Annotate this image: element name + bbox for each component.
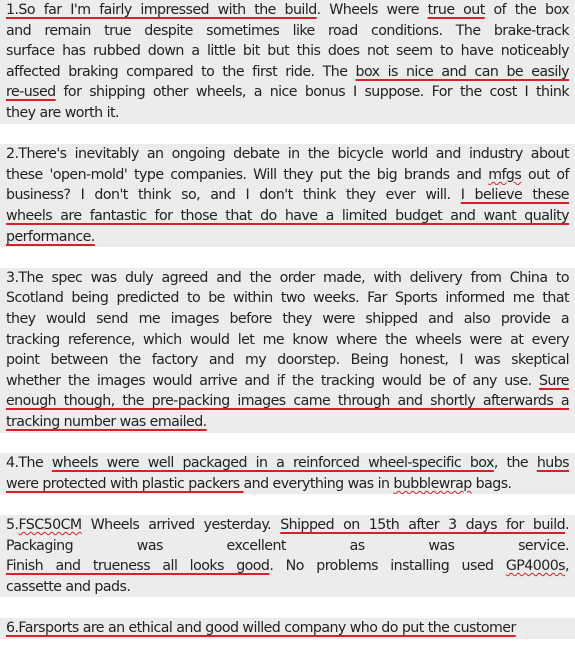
misspelled-word: GP4000s xyxy=(505,558,566,575)
text-span: surface has rubbed down a little bit but this does not seem to have noticeably xyxy=(6,43,569,60)
text-line xyxy=(0,268,575,289)
text-line xyxy=(0,165,575,186)
text-span: Scotland being predicted to be within two weeks. Far Sports informed me that xyxy=(6,290,569,307)
text-span: they are worth it. xyxy=(6,105,119,121)
underlined-text: performance. xyxy=(6,228,95,245)
text-span: whether the images would arrive and if the tracking would be of any use. xyxy=(6,372,539,389)
underlined-text: were protected with plastic packers xyxy=(6,475,244,492)
underlined-text: hubs xyxy=(536,455,569,472)
text-span: and everything was in xyxy=(243,475,394,492)
text-line xyxy=(0,62,575,83)
text-span: 4.The xyxy=(6,455,52,472)
text-span: 3.The spec was duly agreed and the order made, with delivery from China to xyxy=(6,269,569,286)
underlined-text: box is nice and can be easily xyxy=(355,63,569,80)
underlined-text: enough though, the pre-packing images came through and shortly afterwards a xyxy=(6,393,569,410)
text-span: they would send me images before they were shipped and also provide a xyxy=(6,311,569,327)
text-line xyxy=(0,536,575,557)
text-line xyxy=(0,144,575,165)
underlined-text: 6.Farsports are an ethical and good willed company who do put the customer xyxy=(6,620,516,636)
text-line xyxy=(0,618,575,639)
underlined-text: Sure xyxy=(538,372,569,389)
text-line xyxy=(0,515,575,536)
text-line xyxy=(0,577,575,598)
text-line xyxy=(0,330,575,351)
underlined-text: I believe these xyxy=(460,187,569,204)
text-line xyxy=(0,350,575,371)
paragraph-gap xyxy=(0,433,575,454)
underlined-text: tracking number was emailed. xyxy=(6,414,207,430)
text-span: cassette and pads. xyxy=(6,578,131,595)
text-line xyxy=(0,82,575,103)
text-span: affected braking compared to the first ride. The xyxy=(6,63,356,80)
underlined-text: re-used xyxy=(6,84,56,101)
text-line xyxy=(0,371,575,392)
text-line xyxy=(0,21,575,42)
text-line xyxy=(0,288,575,309)
paragraph-gap xyxy=(0,124,575,145)
text-line xyxy=(0,185,575,206)
text-span: , xyxy=(565,558,569,575)
misspelled-word: mfgs xyxy=(488,166,522,183)
underlined-text: 1.So far I'm fairly impressed with the build xyxy=(6,2,317,18)
text-line xyxy=(0,453,575,474)
text-span: out of xyxy=(521,166,569,183)
text-span: for shipping other wheels, a nice bonus I suppose. For the cost I think xyxy=(55,84,569,101)
paragraph-gap xyxy=(0,494,575,515)
paragraph-gap xyxy=(0,597,575,618)
text-span: of the box xyxy=(484,2,570,18)
text-span: these 'open-mold' type companies. Will they put the big brands and xyxy=(6,166,489,183)
text-span: , the xyxy=(493,455,537,472)
underlined-text: wheels were well packaged in a reinforced wheel-specific box xyxy=(51,455,494,472)
misspelled-word: bubblewrap xyxy=(393,475,472,492)
text-line xyxy=(0,0,575,21)
text-span: Wheels arrived yesterday. xyxy=(81,517,281,533)
paragraph-gap xyxy=(0,247,575,268)
misspelled-word: FSC50CM xyxy=(18,517,82,533)
text-span: tracking reference, which would let me know where the wheels were at every xyxy=(6,331,569,348)
text-span: point between the factory and my doorstep. Being honest, I was skeptical xyxy=(6,352,569,369)
underlined-text: true out xyxy=(427,2,485,18)
text-span: bags. xyxy=(471,475,512,492)
text-span: 5. xyxy=(6,517,19,533)
text-line xyxy=(0,41,575,62)
text-line xyxy=(0,474,575,495)
text-span: Packaging was excellent as was service. xyxy=(6,537,569,554)
text-line xyxy=(0,556,575,577)
text-line xyxy=(0,309,575,330)
underlined-text: Finish and trueness all looks good xyxy=(6,558,270,575)
text-line xyxy=(0,206,575,227)
underlined-text: wheels are fantastic for those that do have a limited budget and want quality xyxy=(6,208,569,224)
text-span: and remain true despite sometimes like road conditions. The brake-track xyxy=(6,22,569,39)
text-line xyxy=(0,103,575,124)
text-line xyxy=(0,412,575,433)
text-line xyxy=(0,227,575,248)
text-span: . xyxy=(565,517,570,533)
text-line xyxy=(0,391,575,412)
text-span: . No problems installing used xyxy=(269,558,506,575)
text-span: business? I don't think so, and I don't think they ever will. xyxy=(6,187,461,204)
underlined-text: Shipped on 15th after 3 days for build xyxy=(280,517,566,533)
text-span: . Wheels were xyxy=(316,2,428,18)
text-span: 2.There's inevitably an ongoing debate in the bicycle world and industry about xyxy=(6,146,569,163)
